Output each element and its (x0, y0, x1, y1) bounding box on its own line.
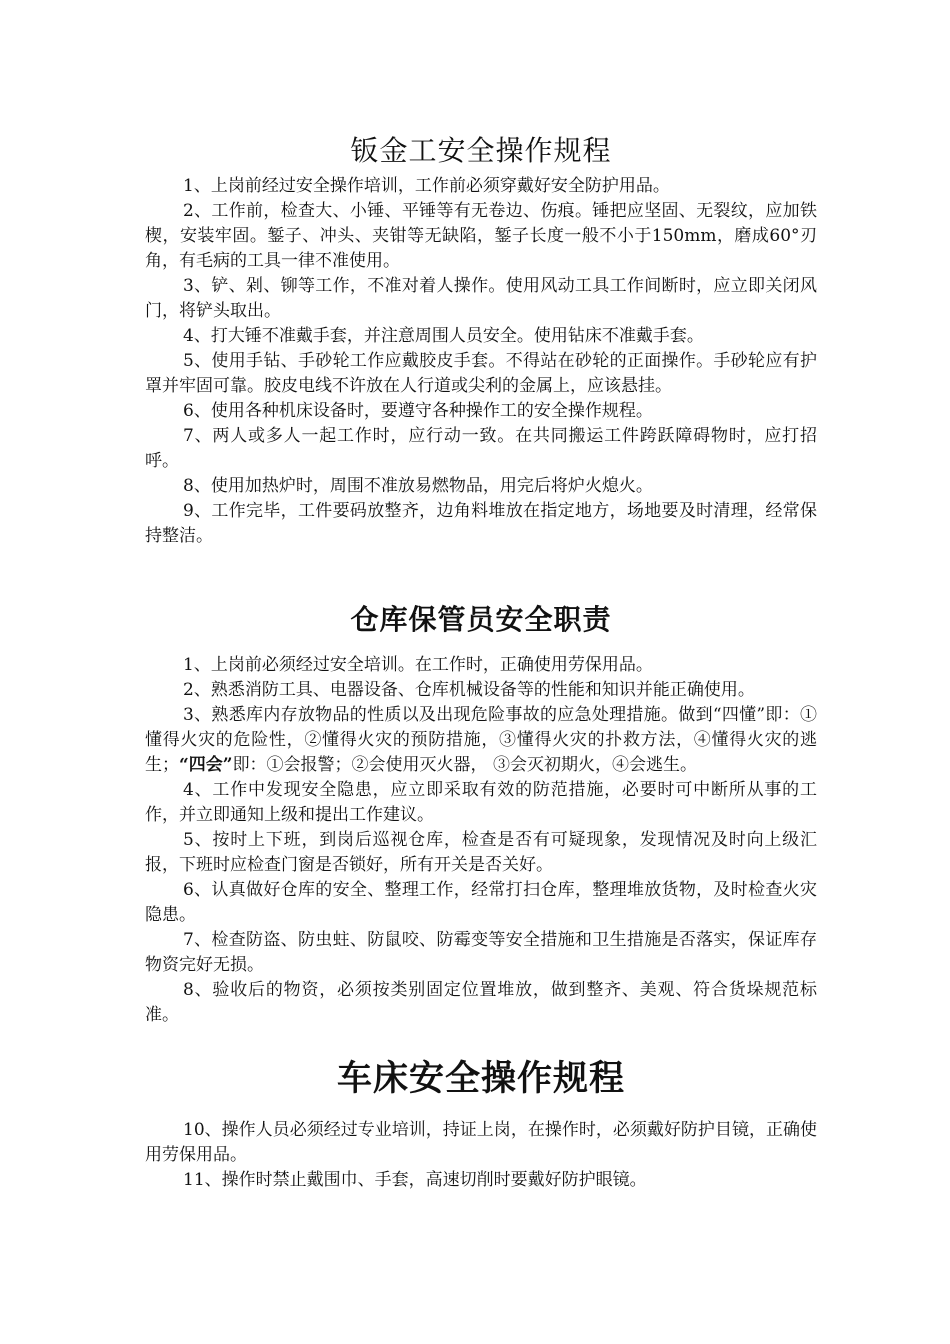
paragraph: 2、工作前，检查大、小锤、平锤等有无卷边、伤痕。锤把应坚固、无裂纹，应加铁楔，安装牢固。錾子、冲头、夹钳等无缺陷，錾子长度一般不小于150mm，磨成60°刃角，有毛病的工具一律不准使用。 (145, 201, 817, 271)
paragraph-four-knows (145, 703, 817, 778)
section-title-warehouse-keeper: 仓库保管员安全职责 (350, 603, 612, 636)
paragraph: 3、铲、剁、铆等工作，不准对着人操作。使用风动工具工作间断时，应立即关闭风门，将铲头取出。 (145, 276, 817, 321)
section-body-lathe (145, 1118, 817, 1193)
paragraph: 9、工作完毕，工件要码放整齐，边角料堆放在指定地方，场地要及时清理，经常保持整洁。 (145, 501, 817, 546)
paragraph: 5、按时上下班，到岗后巡视仓库，检查是否有可疑现象，发现情况及时向上级汇报，下班时应检查门窗是否锁好，所有开关是否关好。 (145, 830, 817, 875)
paragraph: 6、使用各种机床设备时，要遵守各种操作工的安全操作规程。 (183, 401, 653, 421)
paragraph: 4、工作中发现安全隐患，应立即采取有效的防范措施，必要时可中断所从事的工作，并立即通知上级和提出工作建议。 (145, 780, 817, 825)
paragraph: 4、打大锤不准戴手套，并注意周围人员安全。使用钻床不准戴手套。 (183, 326, 704, 346)
paragraph: 6、认真做好仓库的安全、整理工作，经常打扫仓库，整理堆放货物，及时检查火灾隐患。 (145, 880, 817, 925)
section-title-sheet-metal: 钣金工安全操作规程 (350, 134, 612, 167)
section-body-warehouse-keeper (145, 653, 817, 1028)
paragraph: 11、操作时禁止戴围巾、手套，高速切削时要戴好防护眼镜。 (183, 1170, 647, 1190)
paragraph: 8、验收后的物资，必须按类别固定位置堆放，做到整齐、美观、符合货垛规范标准。 (145, 980, 817, 1025)
paragraph: 1、上岗前经过安全操作培训，工作前必须穿戴好安全防护用品。 (183, 176, 670, 196)
paragraph: 7、检查防盗、防虫蛀、防鼠咬、防霉变等安全措施和卫生措施是否落实，保证库存物资完好无损。 (145, 930, 817, 975)
paragraph: 10、操作人员必须经过专业培训，持证上岗，在操作时，必须戴好防护目镜，正确使用劳保用品。 (145, 1120, 817, 1165)
four-abilities-label: “四会” (179, 755, 233, 775)
paragraph: 2、熟悉消防工具、电器设备、仓库机械设备等的性能和知识并能正确使用。 (183, 680, 755, 700)
document-content (145, 128, 817, 1193)
section-title-lathe: 车床安全操作规程 (336, 1058, 625, 1099)
section-body-sheet-metal (145, 174, 817, 549)
paragraph: 7、两人或多人一起工作时，应行动一致。在共同搬运工件跨跃障碍物时，应打招呼。 (145, 426, 817, 471)
paragraph: 8、使用加热炉时，周围不准放易燃物品，用完后将炉火熄火。 (183, 476, 653, 496)
paragraph: 5、使用手钻、手砂轮工作应戴胶皮手套。不得站在砂轮的正面操作。手砂轮应有护罩并牢固可靠。胶皮电线不许放在人行道或尖利的金属上，应该悬挂。 (145, 351, 817, 396)
paragraph: 1、上岗前必须经过安全培训。在工作时，正确使用劳保用品。 (183, 655, 653, 675)
paragraph-text: 即：①会报警；②会使用灭火器， ③会灭初期火，④会逃生。 (232, 755, 697, 775)
paragraph-text: 3、熟悉库内存放物品的性质以及出现危险事故的应急处理措施。做到“四懂”即：①懂得火灾的危险性，②懂得火灾的预防措施，③懂得火灾的扑救方法，④懂得火灾的逃生； (145, 705, 817, 775)
